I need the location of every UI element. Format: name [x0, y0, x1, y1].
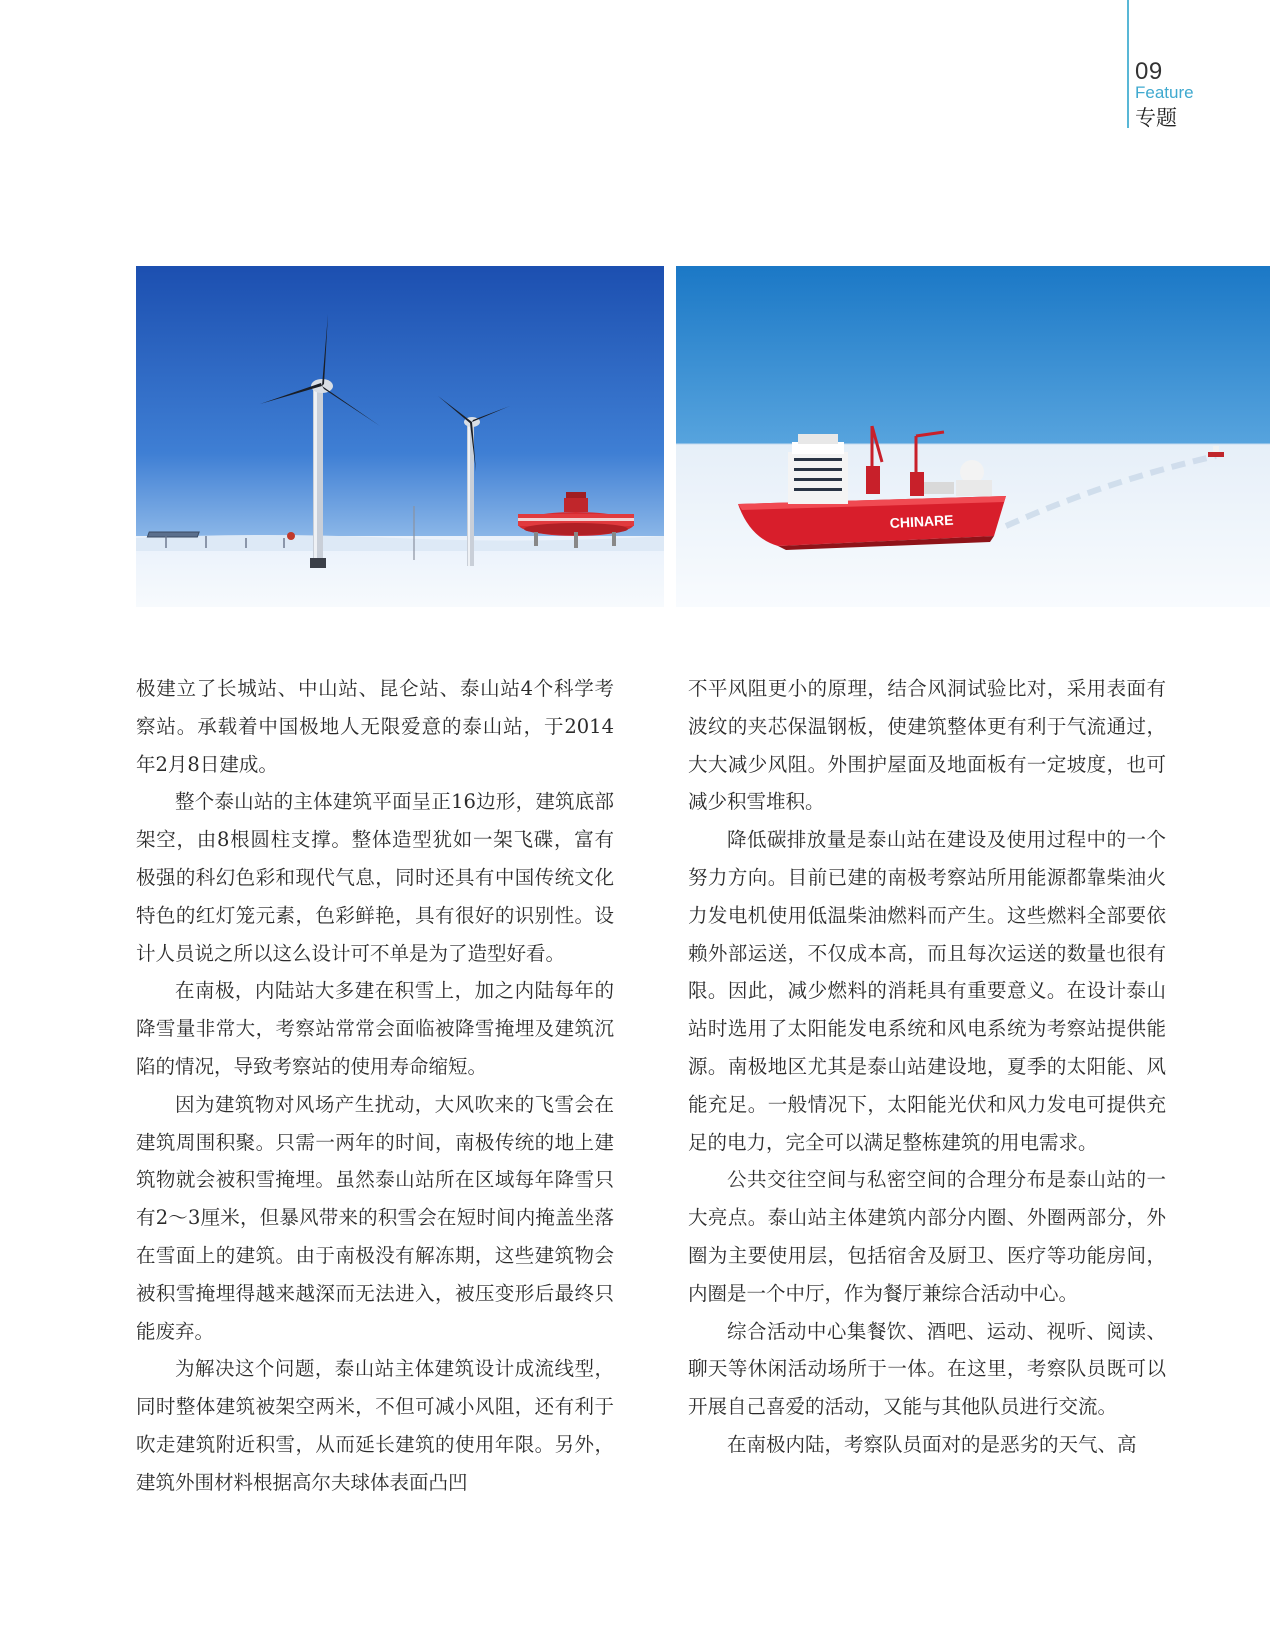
header-divider-line: [1127, 0, 1129, 128]
paragraph: 不平风阻更小的原理，结合风洞试验比对，采用表面有波纹的夹芯保温钢板，使建筑整体更有利于气流通过，大大减少风阻。外围护屋面及地面板有一定坡度，也可减少积雪堆积。: [688, 677, 1166, 814]
icebreaker-illustration: [676, 266, 1270, 607]
photo-wind-turbines: [136, 266, 664, 607]
article-column-right: [688, 670, 1166, 1464]
paragraph: 公共交往空间与私密空间的合理分布是泰山站的一大亮点。泰山站主体建筑内部分内圈、外圈两部分，外圈为主要使用层，包括宿舍及厨卫、医疗等功能房间，内圈是一个中厅，作为餐厅兼综合活动中心。: [688, 1168, 1166, 1305]
paragraph: 在南极，内陆站大多建在积雪上，加之内陆每年的降雪量非常大，考察站常常会面临被降雪掩埋及建筑沉陷的情况，导致考察站的使用寿命缩短。: [136, 979, 614, 1078]
paragraph: 整个泰山站的主体建筑平面呈正16边形，建筑底部架空，由8根圆柱支撑。整体造型犹如一架飞碟，富有极强的科幻色彩和现代气息，同时还具有中国传统文化特色的红灯笼元素，色彩鲜艳，具有很好的识别性。设计人员说之所以这么设计可不单是为了造型好看。: [136, 790, 614, 965]
ship-hull-label: CHINARE: [889, 511, 954, 531]
photo-icebreaker: [676, 266, 1270, 607]
section-label-en: Feature: [1135, 83, 1194, 102]
section-label-zh: 专题: [1135, 106, 1177, 130]
wind-turbine-illustration: [136, 266, 664, 607]
paragraph: 综合活动中心集餐饮、酒吧、运动、视听、阅读、聊天等休闲活动场所于一体。在这里，考察队员既可以开展自己喜爱的活动，又能与其他队员进行交流。: [688, 1319, 1166, 1419]
article-column-left: [136, 670, 614, 1502]
paragraph: 为解决这个问题，泰山站主体建筑设计成流线型，同时整体建筑被架空两米，不但可减小风阻，还有利于吹走建筑附近积雪，从而延长建筑的使用年限。另外，建筑外围材料根据高尔夫球体表面凸凹: [136, 1357, 614, 1494]
page-number: 09: [1135, 58, 1163, 85]
paragraph: 在南极内陆，考察队员面对的是恶劣的天气、高: [727, 1432, 1137, 1456]
paragraph: 降低碳排放量是泰山站在建设及使用过程中的一个努力方向。目前已建的南极考察站所用能源都靠柴油火力发电机使用低温柴油燃料而产生。这些燃料全部要依赖外部运送，不仅成本高，而且每次运送的数量也很有限。因此，减少燃料的消耗具有重要意义。在设计泰山站时选用了太阳能发电系统和风电系统为考察站提供能源。南极地区尤其是泰山站建设地，夏季的太阳能、风能充足。一般情况下，太阳能光伏和风力发电可提供充足的电力，完全可以满足整栋建筑的用电需求。: [688, 828, 1166, 1154]
paragraph: 因为建筑物对风场产生扰动，大风吹来的飞雪会在建筑周围积聚。只需一两年的时间，南极传统的地上建筑物就会被积雪掩埋。虽然泰山站所在区域每年降雪只有2～3厘米，但暴风带来的积雪会在短时间内掩盖坐落在雪面上的建筑。由于南极没有解冻期，这些建筑物会被积雪掩埋得越来越深而无法进入，被压变形后最终只能废弃。: [136, 1092, 614, 1343]
paragraph: 极建立了长城站、中山站、昆仑站、泰山站4个科学考察站。承载着中国极地人无限爱意的泰山站，于2014年2月8日建成。: [136, 677, 614, 776]
